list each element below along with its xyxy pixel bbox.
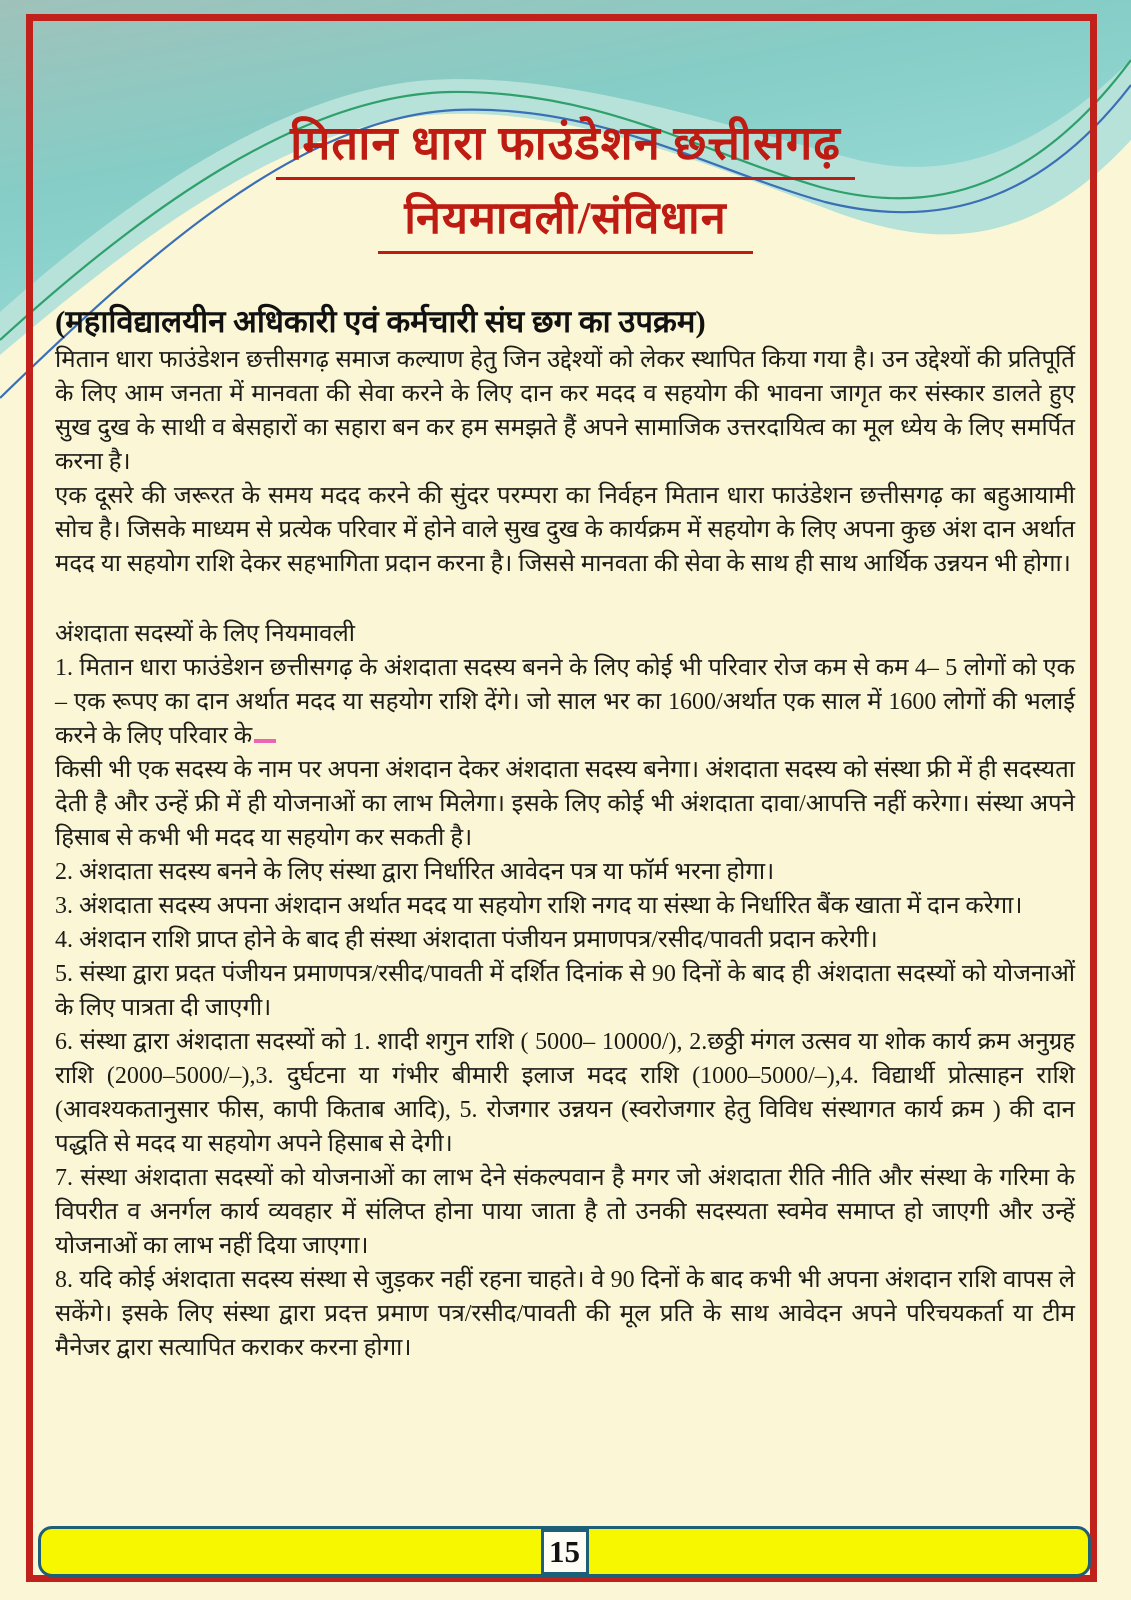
document-header [0,118,1131,254]
rule-item-1 [55,651,1075,753]
document-body [55,300,1075,1365]
section-heading: (महाविद्यालयीन अधिकारी एवं कर्मचारी संघ छग का उपक्रम) [55,304,706,339]
rule-item-3: 3. अंशदाता सदस्य अपना अंशदान अर्थात मदद या सहयोग राशि नगद या संस्था के निर्धारित बैंक खाता में दान करेगा। [55,893,1023,920]
rule-item-1-continued: किसी भी एक सदस्य के नाम पर अपना अंशदान देकर अंशदाता सदस्य बनेगा। अंशदाता सदस्य को संस्था फ्री में ही सदस्यता देती है और उन्हें फ्री में ही योजनाओं का लाभ मिलेगा। इसके लिए कोई भी अंशदाता दावा/आपत्ति नहीं करेगा। संस्था अपने हिसाब से कभी भी मदद या सहयोग कर सकती है। [55,757,1075,852]
pink-underline-mark [254,739,276,743]
rule-item-6: 6. संस्था द्वारा अंशदाता सदस्यों को 1. शादी शगुन राशि ( 5000– 10000/), 2.छठ्ठी मंगल उत्सव या शोक कार्य क्रम अनुग्रह राशि (2000–5000/–),3. दुर्घटना या गंभीर बीमारी इलाज मदद राशि (1000–5000/–),4. विद्यार्थी प्रोत्साहन राशि (आवश्यकतानुसार फीस, कापी किताब आदि), 5. रोजगार उन्नयन (स्वरोजगार हेतु विविध संस्थागत कार्य क्रम ) की दान पद्धति से मदद या सहयोग अपने हिसाब से देगी। [55,1029,1075,1158]
footer-page-bar [38,1526,1091,1577]
paragraph-intro-2: एक दूसरे की जरूरत के समय मदद करने की सुंदर परम्परा का निर्वहन मितान धारा फाउंडेशन छत्तीसगढ़ का बहुआयामी सोच है। जिसके माध्यम से प्रत्येक परिवार में होने वाले सुख दुख के कार्यक्रम में सहयोग के लिए अपना कुछ अंश दान अर्थात मदद या सहयोग राशि देकर सहभागिता प्रदान करना है। जिससे मानवता की सेवा के साथ ही साथ आर्थिक उन्नयन भी होगा। [55,483,1075,578]
rule-item-5: 5. संस्था द्वारा प्रदत पंजीयन प्रमाणपत्र/रसीद/पावती में दर्शित दिनांक से 90 दिनों के बाद ही अंशदाता सदस्यों को योजनाओं के लिए पात्रता दी जाएगी। [55,961,1075,1022]
rule-item-2: 2. अंशदाता सदस्य बनने के लिए संस्था द्वारा निर्धारित आवेदन पत्र या फॉर्म भरना होगा। [55,859,775,886]
page-number-box [541,1529,589,1575]
rule-item-7: 7. संस्था अंशदाता सदस्यों को योजनाओं का लाभ देने संकल्पवान है मगर जो अंशदाता रीति नीति और संस्था के गरिमा के विपरीत व अनर्गल कार्य व्यवहार में संलिप्त होना पाया जाता है तो उनकी सदस्यता स्वमेव समाप्त हो जाएगी और उन्हें योजनाओं का लाभ नहीं दिया जाएगा। [55,1165,1075,1260]
rules-heading: अंशदाता सदस्यों के लिए नियमावली [55,621,355,648]
page-subtitle: नियमावली/संविधान [378,194,752,255]
page-title: मितान धारा फाउंडेशन छत्तीसगढ़ [276,118,855,180]
rule-item-8: 8. यदि कोई अंशदाता सदस्य संस्था से जुड़कर नहीं रहना चाहते। वे 90 दिनों के बाद कभी भी अपना अंशदान राशि वापस ले सकेंगे। इसके लिए संस्था द्वारा प्रदत्त प्रमाण पत्र/रसीद/पावती की मूल प्रति के साथ आवेदन अपने परिचयकर्ता या टीम मैनेजर द्वारा सत्यापित कराकर करना होगा। [55,1267,1075,1362]
rule-item-1-text: 1. मितान धारा फाउंडेशन छत्तीसगढ़ के अंशदाता सदस्य बनने के लिए कोई भी परिवार रोज कम से कम 4– 5 लोगों को एक – एक रूपए का दान अर्थात मदद या सहयोग राशि देंगे। जो साल भर का 1600/अर्थात एक साल में 1600 लोगों की भलाई करने के लिए परिवार के [55,655,1075,750]
rule-item-4: 4. अंशदान राशि प्राप्त होने के बाद ही संस्था अंशदाता पंजीयन प्रमाणपत्र/रसीद/पावती प्रदान करेगी। [55,927,878,954]
paragraph-intro-1: मितान धारा फाउंडेशन छत्तीसगढ़ समाज कल्याण हेतु जिन उद्देश्यों को लेकर स्थापित किया गया है। उन उद्देश्यों की प्रतिपूर्ति के लिए आम जनता में मानवता की सेवा करने के लिए दान कर मदद व सहयोग की भावना जागृत कर संस्कार डालते हुए सुख दुख के साथी व बेसहारों का सहारा बन कर हम समझते हैं अपने सामाजिक उत्तरदायित्व का मूल ध्येय के लिए समर्पित करना है। [55,347,1075,476]
page-number: 15 [549,1533,580,1569]
